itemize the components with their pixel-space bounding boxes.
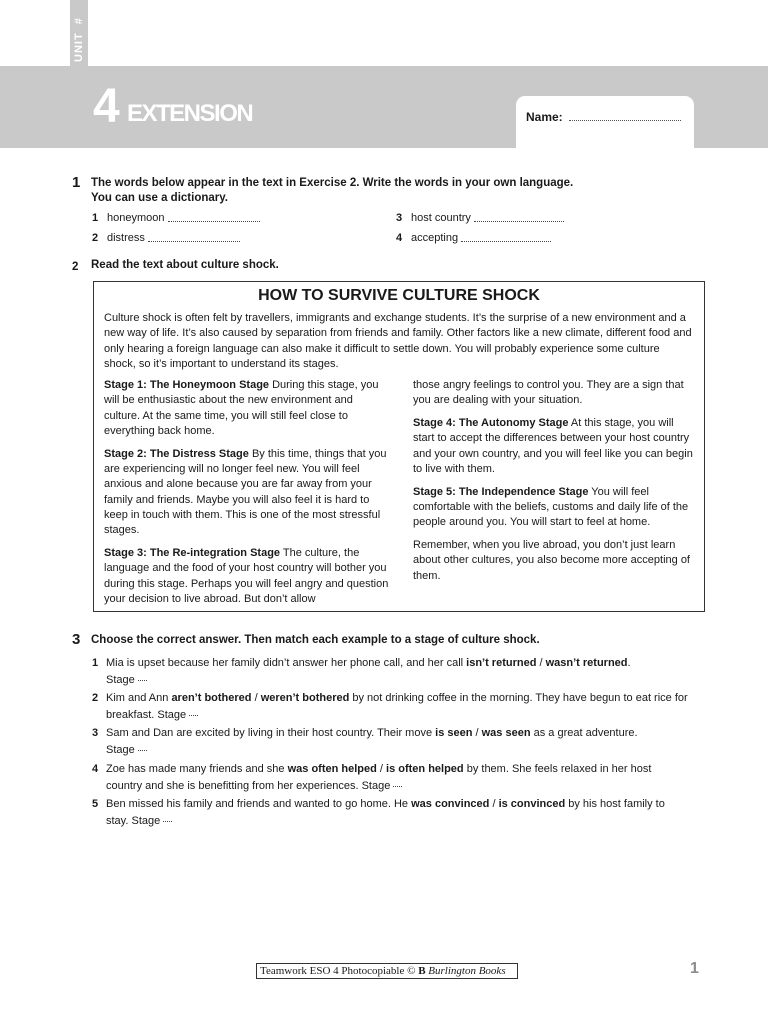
vocab-word: host country	[411, 212, 471, 224]
option-a[interactable]: isn’t returned	[466, 657, 537, 669]
option-a[interactable]: was often helped	[287, 763, 377, 775]
reading-column-left	[104, 378, 390, 615]
reading-column-right	[413, 378, 697, 592]
stage-paragraph: those angry feelings to control you. They are a sign that you are dealing with your situation.	[413, 379, 684, 407]
stage-answer-line[interactable]	[138, 750, 147, 751]
vocab-item	[396, 211, 564, 225]
option-b[interactable]: is often helped	[386, 763, 464, 775]
stage-paragraph: Stage 2: The Distress Stage By this time, things that you are experiencing will no longer feel new. You will feel anxious and alone because you are far away from your family and friends. Maybe you will also feel it is hard to keep in touch with them. This is one of the most stressful stages.	[104, 447, 387, 537]
stage-answer-line[interactable]	[163, 821, 172, 822]
option-a[interactable]: aren’t bothered	[171, 692, 252, 704]
stage-answer-line[interactable]	[189, 715, 198, 716]
vocab-word: distress	[107, 232, 145, 244]
vocab-item-number: 1	[92, 212, 99, 224]
vocab-word: honeymoon	[107, 212, 165, 224]
option-b[interactable]: is convinced	[498, 798, 566, 810]
question-item	[92, 655, 682, 688]
question-number: 1	[92, 657, 99, 669]
question-number: 5	[92, 798, 99, 810]
exercise-3-instruction: Choose the correct answer. Then match each example to a stage of culture shock.	[91, 634, 540, 646]
question-text: Sam and Dan are excited by living in their host country. Their move is seen / was seen as a great adventure. Stage	[106, 727, 638, 756]
answer-line[interactable]	[461, 241, 551, 242]
exercise-1-instruction: The words below appear in the text in Exercise 2. Write the words in your own language. You can use a dictionary.	[91, 177, 574, 204]
question-number: 4	[92, 763, 99, 775]
closing-paragraph: Remember, when you live abroad, you don’t just learn about other cultures, you also become more accepting of them.	[413, 539, 690, 582]
vocab-item	[92, 211, 260, 225]
answer-line[interactable]	[148, 241, 240, 242]
vocab-item	[396, 231, 551, 245]
exercise-2-number: 2	[72, 261, 79, 273]
exercise-2-instruction: Read the text about culture shock.	[91, 259, 279, 271]
exercise-3-number: 3	[72, 631, 81, 648]
question-text: Kim and Ann aren’t bothered / weren’t bothered by not drinking coffee in the morning. They have begun to eat rice for breakfast. Stage	[106, 692, 688, 721]
page-number: 1	[690, 960, 699, 977]
reading-intro: Culture shock is often felt by travellers, immigrants and exchange students. It’s the surprise of a new environment and a new way of life. It’s also caused by separation from friends and family. Other factors like a new climate, different food and only hearing a foreign language can also make it difficult to settle down. You will probably experience some culture shock, so it’s important to understand its stages.	[104, 312, 692, 370]
vocab-word: accepting	[411, 232, 459, 244]
page-title: EXTENSION	[127, 100, 253, 127]
option-a[interactable]: is seen	[435, 727, 473, 739]
vocab-item	[92, 231, 240, 245]
question-text: Mia is upset because her family didn’t answer her phone call, and her call isn’t returned / wasn’t returned. Stage	[106, 657, 631, 686]
unit-number: 4	[93, 80, 118, 133]
unit-label: UNIT #	[73, 17, 85, 62]
question-number: 3	[92, 727, 99, 739]
name-field[interactable]	[569, 120, 681, 121]
vocab-item-number: 2	[92, 232, 99, 244]
question-item	[92, 725, 682, 758]
publisher-logo: B	[418, 965, 426, 977]
name-box	[516, 96, 694, 152]
question-text: Zoe has made many friends and she was often helped / is often helped by them. She feels relaxed in her host country and she is benefitting from her experiences. Stage	[106, 763, 652, 792]
option-b[interactable]: wasn’t returned	[545, 657, 628, 669]
exercise-1-number: 1	[72, 174, 81, 191]
stage-paragraph: Stage 3: The Re-integration Stage The culture, the language and the food of your host country will bother you during this stage. Perhaps you will feel angry and question your decision to live abroad. But don’t allow	[104, 546, 389, 605]
stage-answer-line[interactable]	[393, 786, 402, 787]
vocab-item-number: 3	[396, 212, 403, 224]
option-a[interactable]: was convinced	[411, 798, 490, 810]
question-item	[92, 690, 692, 723]
option-b[interactable]: weren’t bothered	[260, 692, 350, 704]
name-label: Name:	[526, 110, 563, 124]
footer-credit: Teamwork ESO 4 Photocopiable © B Burlington Books	[256, 963, 518, 979]
reading-text-box	[93, 281, 705, 612]
option-b[interactable]: was seen	[481, 727, 531, 739]
publisher-name: Burlington Books	[428, 965, 506, 977]
stage-paragraph: Stage 5: The Independence Stage You will feel comfortable with the beliefs, customs and daily life of the people around you. You will start to feel at home.	[413, 485, 689, 529]
question-number: 2	[92, 692, 99, 704]
stage-paragraph: Stage 4: The Autonomy Stage At this stage, you will start to accept the differences between your host country and your own country, and you will feel like you can begin to live with them.	[413, 417, 693, 475]
stage-answer-line[interactable]	[138, 680, 147, 681]
question-text: Ben missed his family and friends and wanted to go home. He was convinced / is convinced by his host family to stay. Stage	[106, 798, 665, 827]
answer-line[interactable]	[168, 221, 260, 222]
stage-paragraph: Stage 1: The Honeymoon Stage During this stage, you will be enthusiastic about the new environment and culture. At the same time, you will still feel close to everything back home.	[104, 379, 379, 437]
answer-line[interactable]	[474, 221, 564, 222]
vocab-item-number: 4	[396, 232, 403, 244]
question-item	[92, 796, 682, 829]
question-item	[92, 761, 682, 794]
reading-title: HOW TO SURVIVE CULTURE SHOCK	[258, 287, 540, 304]
unit-tab	[70, 0, 88, 82]
